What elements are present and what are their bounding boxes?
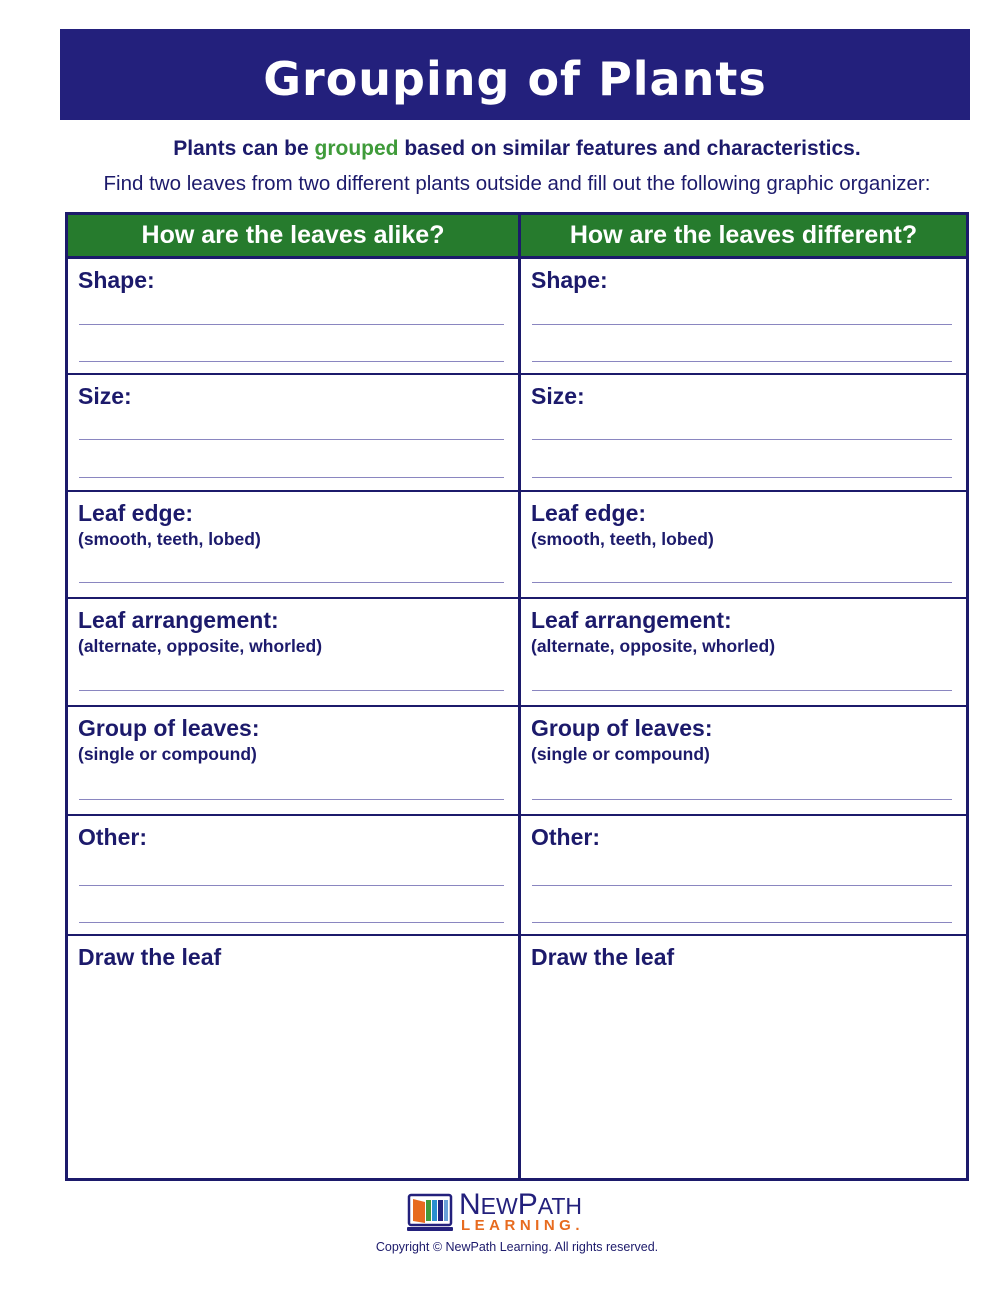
row-hint: (single or compound): [531, 744, 710, 764]
row-leaf-edge[interactable]: [68, 492, 518, 599]
row-hint: (smooth, teeth, lobed): [78, 529, 261, 549]
intro-highlight-word: grouped: [314, 137, 399, 160]
row-leaf-edge[interactable]: [521, 492, 966, 599]
writing-line[interactable]: [532, 361, 952, 362]
logo-wordmark: NEWPATH: [459, 1188, 583, 1221]
intro-text-start: Plants can be: [173, 137, 315, 160]
writing-line[interactable]: [79, 582, 504, 583]
column-alike: [68, 215, 521, 1178]
row-hint: (smooth, teeth, lobed): [531, 529, 714, 549]
row-other[interactable]: [521, 816, 966, 936]
row-label: Other:: [531, 824, 600, 850]
row-label: Leaf edge:: [531, 500, 647, 526]
logo-subtitle: LEARNING.: [461, 1217, 584, 1234]
row-leaf-arrangement[interactable]: [68, 599, 518, 707]
row-group-of-leaves[interactable]: [521, 707, 966, 816]
writing-line[interactable]: [79, 324, 504, 325]
row-label: Leaf arrangement:: [78, 607, 279, 633]
intro-text-end: based on similar features and characteristics.: [398, 137, 861, 160]
row-hint: (single or compound): [78, 744, 257, 764]
copyright-notice: Copyright © NewPath Learning. All rights reserved.: [375, 1240, 659, 1254]
row-label: Other:: [78, 824, 147, 850]
row-group-of-leaves[interactable]: [68, 707, 518, 816]
row-label: Size:: [78, 383, 132, 409]
row-label: Leaf edge:: [78, 500, 194, 526]
book-screen-logo-icon: [407, 1193, 453, 1233]
column-header-different: How are the leaves different?: [521, 215, 966, 259]
row-shape[interactable]: [68, 259, 518, 375]
row-shape[interactable]: [521, 259, 966, 375]
row-draw-the-leaf[interactable]: [68, 936, 518, 1178]
writing-line[interactable]: [532, 582, 952, 583]
row-label: Shape:: [531, 267, 608, 293]
writing-line[interactable]: [532, 477, 952, 478]
row-label: Leaf arrangement:: [531, 607, 732, 633]
writing-line[interactable]: [79, 799, 504, 800]
row-size[interactable]: [521, 375, 966, 492]
row-other[interactable]: [68, 816, 518, 936]
intro-statement: [0, 137, 1000, 161]
writing-line[interactable]: [79, 439, 504, 440]
page-title: Grouping of Plants: [263, 51, 767, 106]
row-label: Shape:: [78, 267, 155, 293]
column-different: [521, 215, 966, 1178]
row-draw-the-leaf[interactable]: [521, 936, 966, 1178]
row-label: Size:: [531, 383, 585, 409]
writing-line[interactable]: [79, 922, 504, 923]
writing-line[interactable]: [532, 885, 952, 886]
writing-line[interactable]: [79, 361, 504, 362]
row-label: Group of leaves:: [531, 715, 713, 741]
writing-line[interactable]: [532, 799, 952, 800]
writing-line[interactable]: [532, 324, 952, 325]
newpath-learning-logo: [407, 1190, 607, 1238]
writing-line[interactable]: [532, 439, 952, 440]
column-header-alike: How are the leaves alike?: [68, 215, 518, 259]
writing-line[interactable]: [79, 477, 504, 478]
writing-line[interactable]: [532, 690, 952, 691]
row-label: Draw the leaf: [78, 944, 222, 970]
row-label: Draw the leaf: [531, 944, 675, 970]
writing-line[interactable]: [79, 690, 504, 691]
row-leaf-arrangement[interactable]: [521, 599, 966, 707]
writing-line[interactable]: [79, 885, 504, 886]
row-label: Group of leaves:: [78, 715, 260, 741]
row-size[interactable]: [68, 375, 518, 492]
writing-line[interactable]: [532, 922, 952, 923]
title-banner: [60, 29, 970, 120]
row-hint: (alternate, opposite, whorled): [78, 636, 323, 656]
instructions: Find two leaves from two different plants outside and fill out the following graphic organizer:: [103, 172, 931, 195]
graphic-organizer: [65, 212, 969, 1181]
row-hint: (alternate, opposite, whorled): [531, 636, 776, 656]
